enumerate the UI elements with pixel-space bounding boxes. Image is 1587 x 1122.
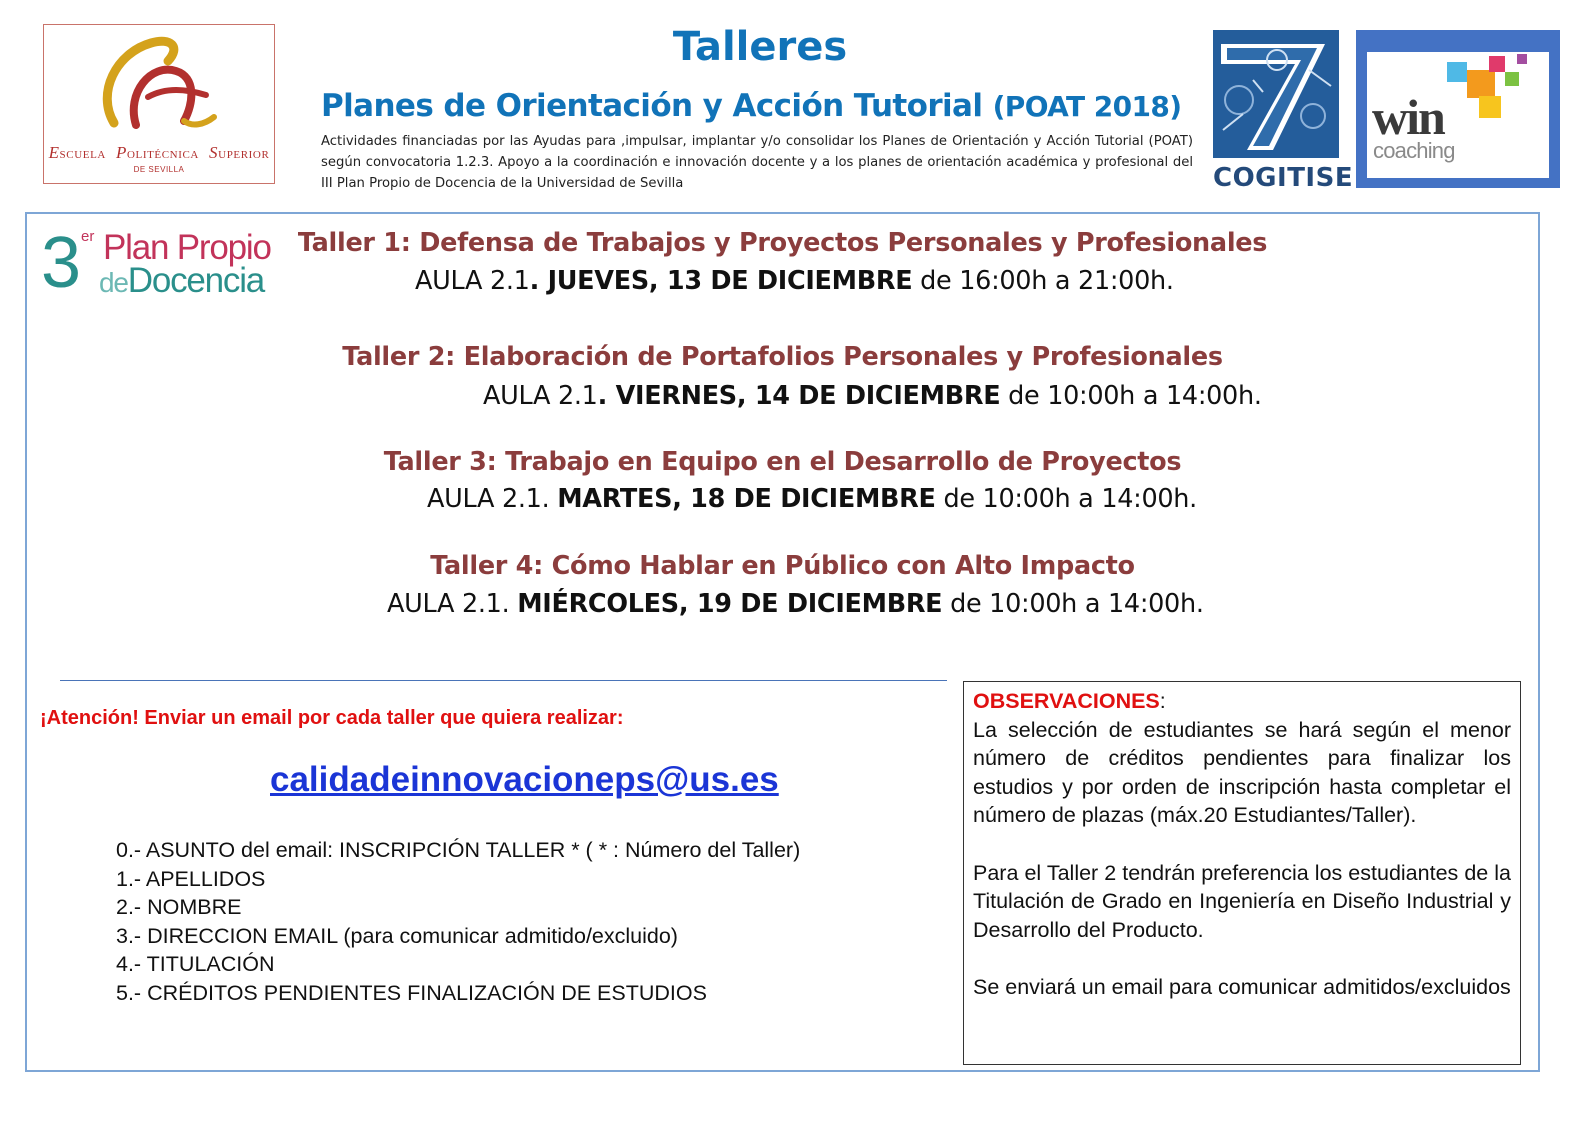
taller-4-schedule: AULA 2.1. MIÉRCOLES, 19 DE DICIEMBRE de 10:00h a 14:00h. [387,589,1204,619]
observations-selection: La selección de estudiantes se hará según el menor número de créditos pendientes para finalizar los estudios y por orden de inscripción hasta completar el número de plazas (máx.20 Estudiantes/Taller). [973,717,1511,828]
contact-email-link[interactable]: calidadeinnovacioneps@us.es [270,760,779,799]
page-subtitle: Planes de Orientación y Acción Tutorial (POAT 2018) [321,88,1182,124]
list-item: 5.- CRÉDITOS PENDIENTES FINALIZACIÓN DE ESTUDIOS [116,980,707,1005]
cogitise-label: COGITISE [1213,163,1354,193]
eps-logo-name: ESCUELA POLITÉCNICA SUPERIOR [48,143,270,162]
win-logo-sub: coaching [1373,138,1455,163]
win-coaching-logo [1356,30,1560,188]
cube-icon [1479,96,1501,118]
taller-3-title: Taller 3: Trabajo en Equipo en el Desarrollo de Proyectos [383,447,1182,477]
plan-propio-logo: 3 er Plan Propio deDocencia [41,223,271,303]
taller-3-schedule: AULA 2.1. MARTES, 18 DE DICIEMBRE de 10:00h a 14:00h. [427,484,1197,514]
cube-icon [1489,56,1505,72]
taller-1-schedule: AULA 2.1. JUEVES, 13 DE DICIEMBRE de 16:00h a 21:00h. [415,266,1174,296]
taller-2-schedule: AULA 2.1. VIERNES, 14 DE DICIEMBRE de 10:00h a 14:00h. [483,381,1262,411]
taller-1-title: Taller 1: Defensa de Trabajos y Proyectos Personales y Profesionales [297,228,1268,258]
attention-notice: ¡Atención! Enviar un email por cada taller que quiera realizar: [40,707,624,729]
observations-box [963,681,1521,1065]
observations-notification: Se enviará un email para comunicar admitidos/excluidos [973,974,1511,999]
cube-icon [1447,62,1467,82]
eps-logo [43,24,275,184]
cube-icon [1517,54,1527,64]
section-divider [60,680,947,681]
funding-description: Actividades financiadas por las Ayudas para ,impulsar, implantar y/o consolidar los Planes de Orientación y Acción Tutorial (POAT) según convocatoria 1.2.3. Apoyo a la coordinación e innovación docente y a los planes de orientación académica y profesional del III Plan Propio de Docencia de la Universidad de Sevilla [321,134,1193,191]
eps-logo-mark-icon [96,33,226,137]
taller-2-title: Taller 2: Elaboración de Portafolios Personales y Profesionales [342,342,1223,372]
list-item: 3.- DIRECCION EMAIL (para comunicar admitido/excluido) [116,923,678,948]
email-fields-list [116,836,800,1007]
observations-preference: Para el Taller 2 tendrán preferencia los estudiantes de la Titulación de Grado en Ingeniería en Diseño Industrial y Desarrollo del Producto. [973,860,1511,942]
cube-icon [1505,72,1519,86]
page-title: Talleres [672,24,848,70]
eps-logo-city: DE SEVILLA [133,165,185,174]
list-item: 4.- TITULACIÓN [116,952,275,976]
list-item: 1.- APELLIDOS [116,866,266,891]
cogitise-emblem-icon [1213,30,1339,158]
cogitise-logo [1213,30,1354,193]
poat-year: (POAT 2018) [992,90,1182,123]
list-item: 2.- NOMBRE [116,895,242,919]
win-logo-word: win [1372,89,1444,145]
taller-4-title: Taller 4: Cómo Hablar en Público con Alto Impacto [430,551,1135,581]
observations-heading: OBSERVACIONES: [973,689,1166,713]
list-item: 0.- ASUNTO del email: INSCRIPCIÓN TALLER * ( * : Número del Taller) [116,838,801,862]
cube-icon [1467,70,1495,98]
